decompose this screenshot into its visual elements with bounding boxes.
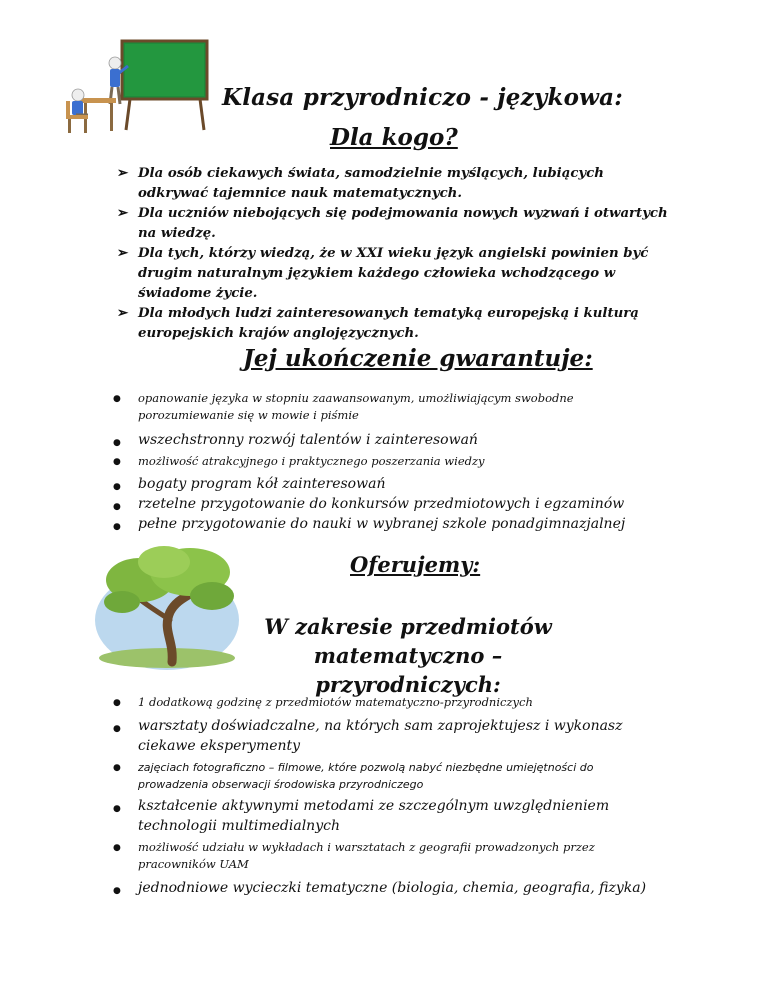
arrow-bullet-icon: ➢ bbox=[117, 246, 129, 261]
dot-bullet-icon: ● bbox=[113, 502, 121, 512]
list-item: ● zajęciach fotograficzno – filmowe, które pozwolą nabyć niezbędne umiejętności do prowadzenia obserwacji środowiska przyrodniczego bbox=[113, 761, 594, 791]
dot-bullet-icon: ● bbox=[113, 457, 121, 467]
tree-illustration bbox=[92, 540, 242, 670]
dot-bullet-icon: ● bbox=[113, 763, 121, 773]
dot-bullet-icon: ● bbox=[113, 438, 121, 448]
section-heading-for-whom: Dla kogo? bbox=[330, 124, 458, 151]
list-item: ● 1 dodatkową godzinę z przedmiotów matematyczno-przyrodniczych bbox=[113, 694, 658, 711]
page-title: Klasa przyrodniczo - językowa: bbox=[222, 84, 623, 111]
dot-bullet-icon: ● bbox=[113, 698, 121, 708]
section-subheading: W zakresie przedmiotów matematyczno – przyrodniczych: bbox=[264, 614, 552, 697]
section-heading-guarantee: Jej ukończenie gwarantuje: bbox=[243, 345, 593, 372]
dot-bullet-icon: ● bbox=[113, 886, 121, 896]
arrow-bullet-icon: ➢ bbox=[117, 166, 129, 181]
dot-bullet-icon: ● bbox=[113, 482, 121, 492]
list-item: ➢ Dla osób ciekawych świata, samodzielnie myślących, lubiących odkrywać tajemnice nauk matematycznych. bbox=[117, 166, 604, 201]
offer-list bbox=[113, 694, 658, 898]
list-item: ● kształcenie aktywnymi metodami ze szczególnym uwzględnieniem technologii multimedialnych bbox=[113, 798, 610, 834]
list-item: ● warsztaty doświadczalne, na których sam zaprojektujesz i wykonasz ciekawe eksperymenty bbox=[113, 718, 623, 754]
list-item: ● możliwość udziału w wykładach i warsztatach z geografii prowadzonych przez pracowników UAM bbox=[113, 840, 595, 871]
dot-bullet-icon: ● bbox=[113, 394, 121, 404]
arrow-bullet-icon: ➢ bbox=[117, 206, 129, 221]
intro-list bbox=[117, 164, 677, 344]
dot-bullet-icon: ● bbox=[113, 522, 121, 532]
list-item: ➢ Dla młodych ludzi zainteresowanych tematyką europejską i kulturą europejskich krajów anglojęzycznych. bbox=[117, 306, 639, 341]
dot-bullet-icon: ● bbox=[113, 724, 121, 734]
dot-bullet-icon: ● bbox=[113, 804, 121, 814]
list-item: ● możliwość atrakcyjnego i praktycznego poszerzania wiedzy bbox=[113, 453, 633, 470]
list-item: ● jednodniowe wycieczki tematyczne (biologia, chemia, geografia, fizyka) bbox=[113, 878, 658, 898]
list-item: ➢ Dla tych, którzy wiedzą, że w XXI wieku język angielski powinien być drugim naturalnym językiem każdego człowieka wchodzącego w świadome życie. bbox=[117, 246, 649, 301]
classroom-illustration bbox=[60, 38, 215, 148]
guarantee-list bbox=[113, 390, 633, 534]
list-item: ➢ Dla uczniów niebojących się podejmowania nowych wyzwań i otwartych na wiedzę. bbox=[117, 206, 668, 241]
arrow-bullet-icon: ➢ bbox=[117, 306, 129, 321]
section-heading-offer: Oferujemy: bbox=[350, 552, 481, 577]
list-item: ● opanowanie języka w stopniu zaawansowanym, umożliwiającym swobodne porozumiewanie się w mowie i piśmie bbox=[113, 391, 574, 422]
list-item: ● pełne przygotowanie do nauki w wybranej szkole ponadgimnazjalnej bbox=[113, 514, 633, 534]
list-item: ● rzetelne przygotowanie do konkursów przedmiotowych i egzaminów bbox=[113, 494, 633, 514]
dot-bullet-icon: ● bbox=[113, 843, 121, 853]
list-item: ● wszechstronny rozwój talentów i zainteresowań bbox=[113, 430, 633, 450]
list-item: ● bogaty program kół zainteresowań bbox=[113, 474, 633, 494]
